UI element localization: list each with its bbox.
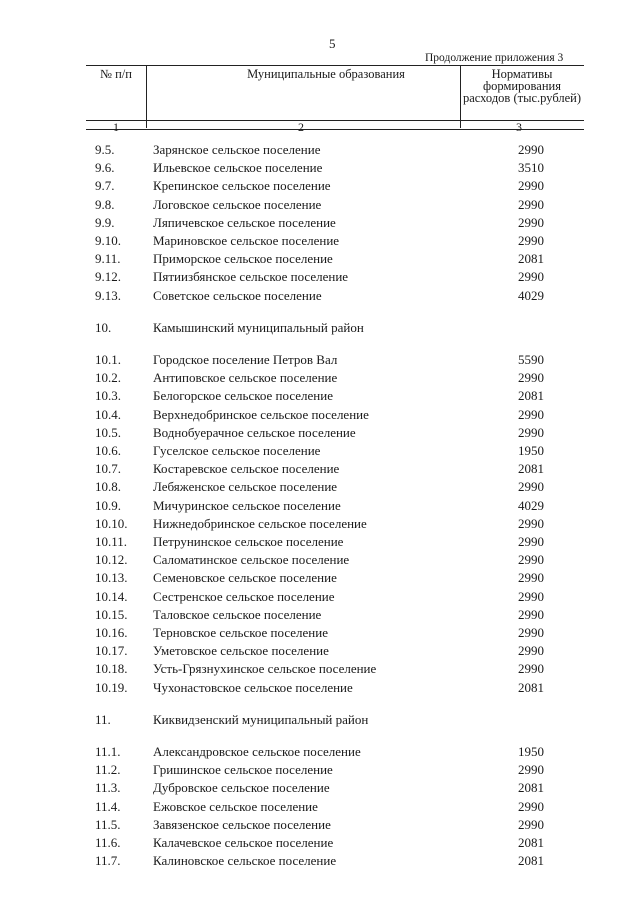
- row-value: 2081: [518, 461, 544, 477]
- continuation-label: Продолжение приложения 3: [425, 52, 564, 64]
- row-name: Гришинское сельское поселение: [153, 762, 333, 778]
- table-row: [0, 407, 640, 425]
- row-value: 2990: [518, 370, 544, 386]
- row-value: 2990: [518, 606, 544, 622]
- row-name: Сестренское сельское поселение: [153, 588, 335, 604]
- header-index-1: 1: [113, 120, 119, 134]
- header-rule: [86, 120, 584, 121]
- row-name: Воднобуерачное сельское поселение: [153, 424, 356, 440]
- table-row: [0, 680, 640, 698]
- row-value: 2081: [518, 835, 544, 850]
- table-row: [0, 461, 640, 479]
- row-value: 1950: [518, 443, 544, 458]
- table-row: [0, 479, 640, 497]
- table-row: [0, 197, 640, 215]
- table-row: [0, 388, 640, 406]
- row-value: 2990: [518, 196, 544, 212]
- row-number: 11.4.: [95, 798, 121, 814]
- row-name: Лебяженское сельское поселение: [153, 479, 338, 495]
- row-value: 2081: [518, 679, 544, 695]
- row-value: 2990: [518, 534, 544, 549]
- row-value: 2990: [518, 515, 544, 531]
- table-row: [0, 780, 640, 798]
- table-row: [0, 643, 640, 661]
- row-name: Чухонастовское сельское поселение: [153, 679, 353, 695]
- row-value: 2990: [518, 479, 544, 495]
- row-value: 2081: [518, 251, 544, 267]
- row-name: Белогорское сельское поселение: [153, 388, 333, 404]
- row-number: 11.6.: [95, 835, 121, 850]
- row-name: Саломатинское сельское поселение: [153, 552, 350, 568]
- row-number: 10.15.: [95, 606, 128, 622]
- row-name: Городское поселение Петров Вал: [153, 352, 338, 367]
- row-name: Советское сельское поселение: [153, 287, 322, 303]
- row-name: Мичуринское сельское поселение: [153, 497, 341, 513]
- row-value: 4029: [518, 497, 544, 513]
- section-row: [0, 712, 640, 730]
- table-row: [0, 762, 640, 780]
- row-name: Терновское сельское поселение: [153, 625, 328, 640]
- row-number: 10.4.: [95, 406, 121, 422]
- table-header: [86, 65, 584, 132]
- row-name: Приморское сельское поселение: [153, 251, 333, 267]
- row-number: 11.7.: [95, 853, 121, 869]
- row-value: 5590: [518, 352, 544, 367]
- row-name: Ежовское сельское поселение: [153, 798, 318, 814]
- row-number: 10.18.: [95, 661, 128, 677]
- row-number: 10.13.: [95, 570, 128, 586]
- row-name: Ильевское сельское поселение: [153, 160, 323, 176]
- header-rule: [86, 129, 584, 130]
- row-value: 1950: [518, 744, 544, 759]
- row-name: Антиповское сельское поселение: [153, 370, 338, 386]
- row-value: 2990: [518, 570, 544, 586]
- row-name: Киквидзенский муниципальный район: [153, 711, 369, 727]
- table-row: [0, 251, 640, 269]
- row-number: 10.12.: [95, 552, 128, 568]
- table-row: [0, 799, 640, 817]
- row-number: 11.1.: [95, 744, 121, 759]
- table-row: [0, 853, 640, 871]
- row-number: 10.5.: [95, 424, 121, 440]
- row-name: Александровское сельское поселение: [153, 744, 361, 759]
- row-name: Петрунинское сельское поселение: [153, 534, 344, 549]
- table-row: [0, 744, 640, 762]
- table-row: [0, 370, 640, 388]
- row-name: Дубровское сельское поселение: [153, 780, 330, 796]
- row-name: Калиновское сельское поселение: [153, 853, 337, 869]
- header-col-no: № п/п: [100, 67, 132, 81]
- table-row: [0, 352, 640, 370]
- row-number: 10.1.: [95, 352, 121, 367]
- table-row: [0, 570, 640, 588]
- row-value: 2990: [518, 762, 544, 778]
- table-row: [0, 534, 640, 552]
- header-col-name: Муниципальные образования: [247, 67, 405, 81]
- row-value: 2990: [518, 816, 544, 832]
- table-row: [0, 443, 640, 461]
- row-value: 3510: [518, 160, 544, 176]
- table-row: [0, 835, 640, 853]
- table-row: [0, 233, 640, 251]
- row-name: Завязенское сельское поселение: [153, 816, 331, 832]
- row-name: Пятиизбянское сельское поселение: [153, 269, 349, 285]
- section-row: [0, 320, 640, 338]
- table-row: [0, 552, 640, 570]
- row-number: 10.9.: [95, 497, 121, 513]
- table-row: [0, 178, 640, 196]
- table-row: [0, 589, 640, 607]
- header-col-norm: Нормативы формирования расходов (тыс.рублей): [462, 67, 582, 105]
- row-number: 9.9.: [95, 214, 115, 230]
- table-row: [0, 160, 640, 178]
- header-index-3: 3: [516, 120, 522, 134]
- row-number: 10.3.: [95, 388, 121, 404]
- row-name: Зарянское сельское поселение: [153, 142, 321, 157]
- header-divider: [146, 66, 147, 128]
- row-value: 2990: [518, 178, 544, 194]
- table-row: [0, 661, 640, 679]
- row-value: 2990: [518, 625, 544, 640]
- row-name: Гуселское сельское поселение: [153, 443, 321, 458]
- row-name: Усть-Грязнухинское сельское поселение: [153, 661, 377, 677]
- row-number: 9.7.: [95, 178, 115, 194]
- row-name: Крепинское сельское поселение: [153, 178, 331, 194]
- row-name: Мариновское сельское поселение: [153, 233, 340, 248]
- row-number: 11.: [95, 711, 111, 727]
- row-value: 2990: [518, 798, 544, 814]
- row-number: 9.5.: [95, 142, 115, 157]
- row-number: 11.5.: [95, 816, 121, 832]
- table-row: [0, 817, 640, 835]
- row-value: 2081: [518, 853, 544, 869]
- header-index-2: 2: [298, 120, 304, 134]
- row-number: 10.11.: [95, 534, 128, 549]
- row-name: Таловское сельское поселение: [153, 606, 322, 622]
- row-number: 9.10.: [95, 233, 121, 248]
- row-number: 11.3.: [95, 780, 121, 796]
- table-row: [0, 498, 640, 516]
- row-name: Уметовское сельское поселение: [153, 643, 329, 659]
- row-name: Логовское сельское поселение: [153, 196, 322, 212]
- table-row: [0, 607, 640, 625]
- row-name: Семеновское сельское поселение: [153, 570, 337, 586]
- row-value: 2081: [518, 388, 544, 404]
- row-number: 9.13.: [95, 287, 121, 303]
- row-number: 10.7.: [95, 461, 121, 477]
- row-number: 10.14.: [95, 588, 128, 604]
- row-number: 9.8.: [95, 196, 115, 212]
- row-number: 10.10.: [95, 515, 128, 531]
- row-number: 9.12.: [95, 269, 121, 285]
- table-row: [0, 288, 640, 306]
- row-name: Ляпичевское сельское поселение: [153, 214, 336, 230]
- row-value: 2990: [518, 552, 544, 568]
- row-name: Верхнедобринское сельское поселение: [153, 406, 369, 422]
- row-number: 11.2.: [95, 762, 121, 778]
- table-row: [0, 516, 640, 534]
- row-name: Калачевское сельское поселение: [153, 835, 334, 850]
- row-name: Нижнедобринское сельское поселение: [153, 515, 367, 531]
- row-value: 2990: [518, 142, 544, 157]
- page-number: 5: [329, 36, 336, 51]
- row-value: 2990: [518, 214, 544, 230]
- row-number: 10.: [95, 319, 112, 335]
- row-number: 10.2.: [95, 370, 121, 386]
- row-name: Камышинский муниципальный район: [153, 319, 364, 335]
- row-number: 9.6.: [95, 160, 115, 176]
- row-number: 10.6.: [95, 443, 121, 458]
- row-value: 2990: [518, 588, 544, 604]
- row-value: 2990: [518, 643, 544, 659]
- table-row: [0, 215, 640, 233]
- row-value: 2990: [518, 424, 544, 440]
- row-value: 4029: [518, 287, 544, 303]
- row-name: Костаревское сельское поселение: [153, 461, 340, 477]
- row-number: 10.17.: [95, 643, 128, 659]
- table-row: [0, 269, 640, 287]
- row-value: 2990: [518, 406, 544, 422]
- table-row: [0, 425, 640, 443]
- row-number: 10.8.: [95, 479, 121, 495]
- row-number: 9.11.: [95, 251, 121, 267]
- row-number: 10.16.: [95, 625, 128, 640]
- row-value: 2990: [518, 269, 544, 285]
- row-value: 2990: [518, 233, 544, 248]
- table-row: [0, 142, 640, 160]
- row-value: 2081: [518, 780, 544, 796]
- row-value: 2990: [518, 661, 544, 677]
- row-number: 10.19.: [95, 679, 128, 695]
- table-row: [0, 625, 640, 643]
